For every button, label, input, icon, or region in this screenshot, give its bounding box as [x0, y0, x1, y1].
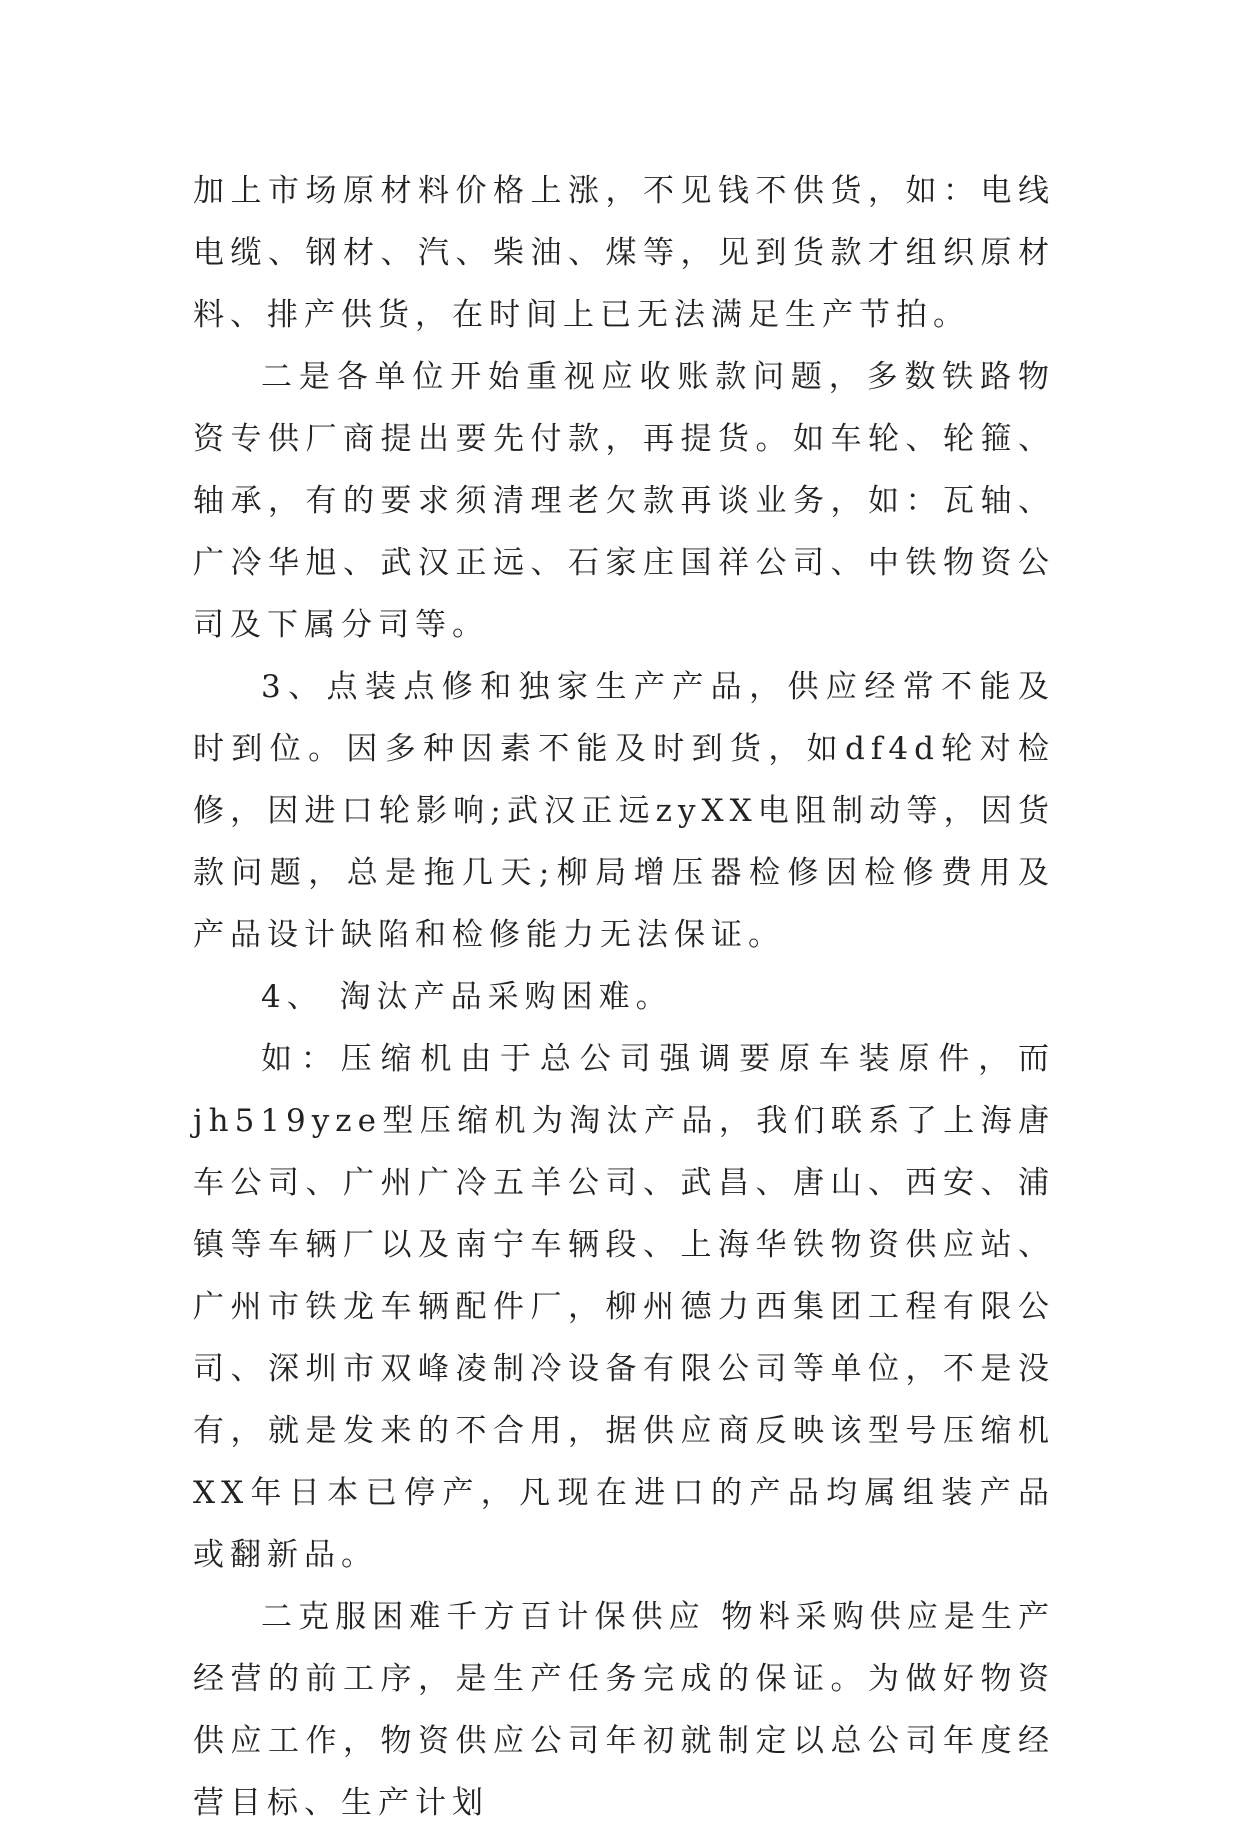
- paragraph-repair-supply: 3、点装点修和独家生产产品，供应经常不能及时到位。因多种因素不能及时到货，如df4d轮对检修，因进口轮影响;武汉正远zyXX电阻制动等，因货款问题，总是拖几天;柳局增压器检修因检修费用及产品设计缺陷和检修能力无法保证。: [193, 669, 1055, 953]
- paragraph-overcome-difficulties: 二克服困难千方百计保供应 物料采购供应是生产经营的前工序，是生产任务完成的保证。为做好物资供应工作，物资供应公司年初就制定以总公司年度经营目标、生产计划: [193, 1599, 1055, 1821]
- paragraph-obsolete-heading: 4、 淘汰产品采购困难。: [261, 979, 673, 1015]
- paragraph-continuation: 加上市场原材料价格上涨，不见钱不供货，如：电线电缆、钢材、汽、柴油、煤等，见到货款才组织原材料、排产供货，在时间上已无法满足生产节拍。: [193, 173, 1055, 333]
- paragraph-receivables: 二是各单位开始重视应收账款问题，多数铁路物资专供厂商提出要先付款，再提货。如车轮、轮箍、轴承，有的要求须清理老欠款再谈业务，如：瓦轴、广冷华旭、武汉正远、石家庄国祥公司、中铁物资公司及下属分司等。: [193, 359, 1055, 643]
- paragraph-compressor-example: 如：压缩机由于总公司强调要原车装原件，而jh519yze型压缩机为淘汰产品，我们联系了上海唐车公司、广州广冷五羊公司、武昌、唐山、西安、浦镇等车辆厂以及南宁车辆段、上海华铁物资供应站、广州市铁龙车辆配件厂，柳州德力西集团工程有限公司、深圳市双峰凌制冷设备有限公司等单位，不是没有，就是发来的不合用，据供应商反映该型号压缩机XX年日本已停产，凡现在进口的产品均属组装产品或翻新品。: [193, 1041, 1055, 1573]
- body-text: [193, 160, 1055, 1834]
